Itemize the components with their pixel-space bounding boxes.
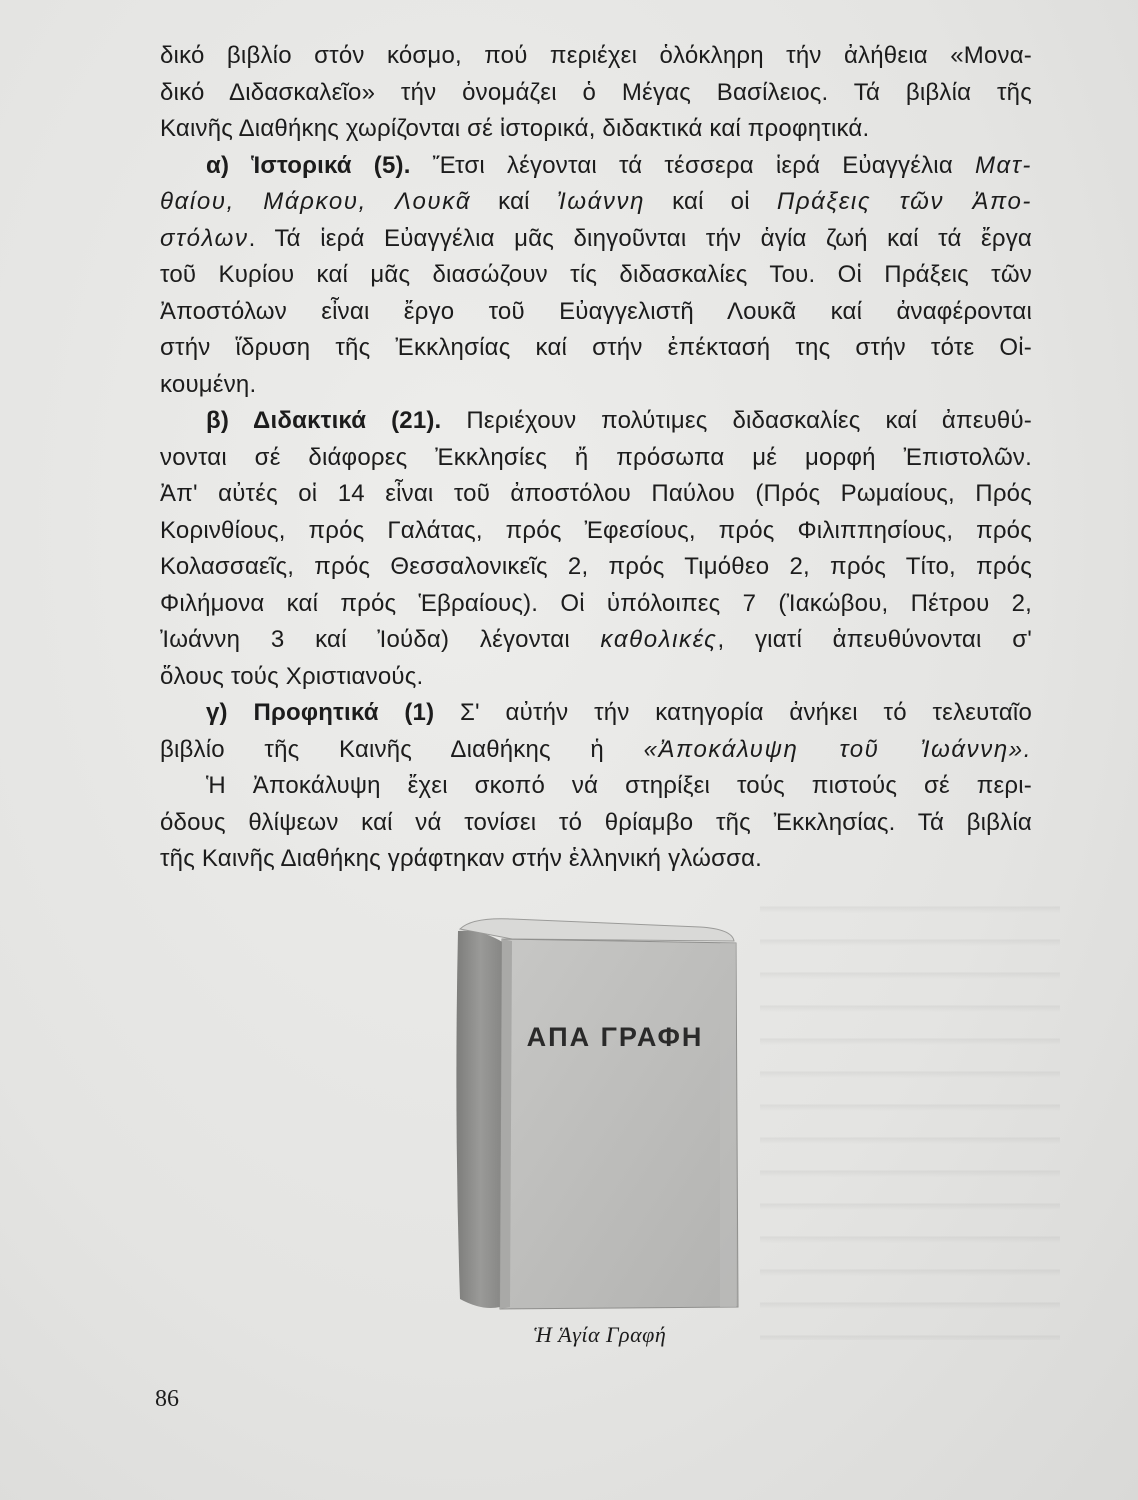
text-line: [160, 768, 1032, 805]
text-line: [160, 805, 1032, 842]
section-heading: γ) Προφητικά (1): [206, 699, 435, 726]
text-run: . Τά ἱερά Εὐαγγέλια μᾶς διηγοῦνται τήν ἁγία ζωή καί τά ἔργα: [248, 224, 1032, 252]
text-line: [160, 403, 1032, 440]
text-run: καί οἱ: [645, 188, 777, 215]
text-run: Ἡ Ἀποκάλυψη ἔχει σκοπό νά στηρίξει τούς πιστούς σέ περι-: [206, 772, 1032, 799]
text-run: στήν ἵδρυση τῆς Ἐκκλησίας καί στήν ἐπέκτασή της στήν τότε Οἰ-: [160, 334, 1032, 361]
text-line: [160, 38, 1032, 75]
italic-term: θαίου, Μάρκου, Λουκᾶ: [160, 188, 472, 215]
text-run: Κορινθίους, πρός Γαλάτας, πρός Ἐφεσίους, πρός Φιλιππησίους, πρός: [160, 516, 1032, 544]
book-cover: [500, 939, 738, 1309]
holy-bible-illustration: [452, 915, 744, 1315]
text-run: , γιατί ἀπευθύνονται σ': [717, 626, 1032, 653]
text-run: Σ' αὐτήν τήν κατηγορία ἀνήκει τό τελευταῖο: [434, 699, 1032, 726]
italic-term: «Ἀποκάλυψη τοῦ Ἰωάννη».: [643, 735, 1032, 763]
text-line: [160, 841, 1032, 878]
text-run: Φιλήμονα καί πρός Ἑβραίους). Οἱ ὑπόλοιπες 7 (Ἰακώβου, Πέτρου 2,: [160, 589, 1032, 617]
text-run: δικό Διδασκαλεῖο» τήν ὀνομάζει ὁ Μέγας Βασίλειος. Τά βιβλία τῆς: [160, 78, 1032, 106]
text-line: [160, 586, 1032, 623]
text-line: [160, 148, 1032, 185]
bleed-through-texture: [760, 880, 1060, 1340]
text-run: Περιέχουν πολύτιμες διδασκαλίες καί ἀπευθύ-: [441, 407, 1032, 434]
text-line: [160, 294, 1032, 331]
figure-caption: Ἡ Ἁγία Γραφή: [533, 1322, 667, 1347]
text-line: [160, 75, 1032, 112]
text-line: [160, 111, 1032, 148]
italic-term: Ματ-: [974, 151, 1032, 179]
text-line: [160, 184, 1032, 221]
book-top-pages: [460, 919, 734, 941]
text-run: όδους θλίψεων καί νά τονίσει τό θρίαμβο τῆς Ἐκκλησίας. Τά βιβλία: [160, 808, 1032, 836]
text-run: τῆς Καινῆς Διαθήκης γράφτηκαν στήν ἑλληνική γλώσσα.: [160, 845, 763, 872]
text-run: Ἀπ' αὐτές οἱ 14 εἶναι τοῦ ἀποστόλου Παύλου (Πρός Ρωμαίους, Πρός: [160, 480, 1032, 507]
book-cover-title: ΑΠΑ ΓΡΑΦΗ: [526, 1022, 704, 1052]
page-number: 86: [155, 1386, 179, 1412]
text-line: [160, 622, 1032, 659]
text-run: ὅλους τούς Χριστιανούς.: [160, 662, 424, 690]
text-line: [160, 440, 1032, 477]
text-line: [160, 695, 1032, 732]
text-run: δικό βιβλίο στόν κόσμο, πού περιέχει ὁλόκληρη τήν ἀλήθεια «Μονα-: [160, 42, 1032, 69]
body-text: [160, 38, 1032, 878]
text-run: Ἰωάννη 3 καί Ἰούδα) λέγονται: [160, 626, 601, 653]
text-line: [160, 513, 1032, 550]
section-heading: α) Ἱστορικά (5).: [206, 151, 411, 179]
text-run: Κολασσαεῖς, πρός Θεσσαλονικεῖς 2, πρός Τιμόθεο 2, πρός Τίτο, πρός: [160, 553, 1032, 580]
text-run: Ἀποστόλων εἶναι ἔργο τοῦ Εὐαγγελιστῆ Λουκᾶ καί ἀναφέρονται: [160, 297, 1032, 325]
section-heading: β) Διδακτικά (21).: [206, 407, 442, 434]
text-line: [160, 330, 1032, 367]
text-run: καί: [471, 188, 557, 215]
italic-term: καθολικές: [600, 626, 718, 653]
text-run: βιβλίο τῆς Καινῆς Διαθήκης ἡ: [160, 735, 644, 763]
book-spine: [456, 931, 504, 1308]
text-line: [160, 732, 1032, 769]
text-run: Ἔτσι λέγονται τά τέσσερα ἱερά Εὐαγγέλια: [410, 151, 975, 179]
text-run: νονται σέ διάφορες Ἐκκλησίες ἤ πρόσωπα μέ μορφή Ἐπιστολῶν.: [160, 443, 1032, 471]
text-run: Καινῆς Διαθήκης χωρίζονται σέ ἱστορικά, διδακτικά καί προφητικά.: [160, 115, 870, 142]
italic-term: στόλων: [160, 224, 249, 252]
text-line: [160, 257, 1032, 294]
text-run: κουμένη.: [160, 370, 257, 398]
text-line: [160, 549, 1032, 586]
text-line: [160, 367, 1032, 404]
text-line: [160, 659, 1032, 696]
italic-term: Ἰωάννη: [556, 188, 646, 215]
text-line: [160, 221, 1032, 258]
italic-term: Πράξεις τῶν Ἀπο-: [776, 188, 1032, 215]
text-line: [160, 476, 1032, 513]
text-run: τοῦ Κυρίου καί μᾶς διασώζουν τίς διδασκαλίες Του. Οἱ Πράξεις τῶν: [160, 261, 1032, 288]
